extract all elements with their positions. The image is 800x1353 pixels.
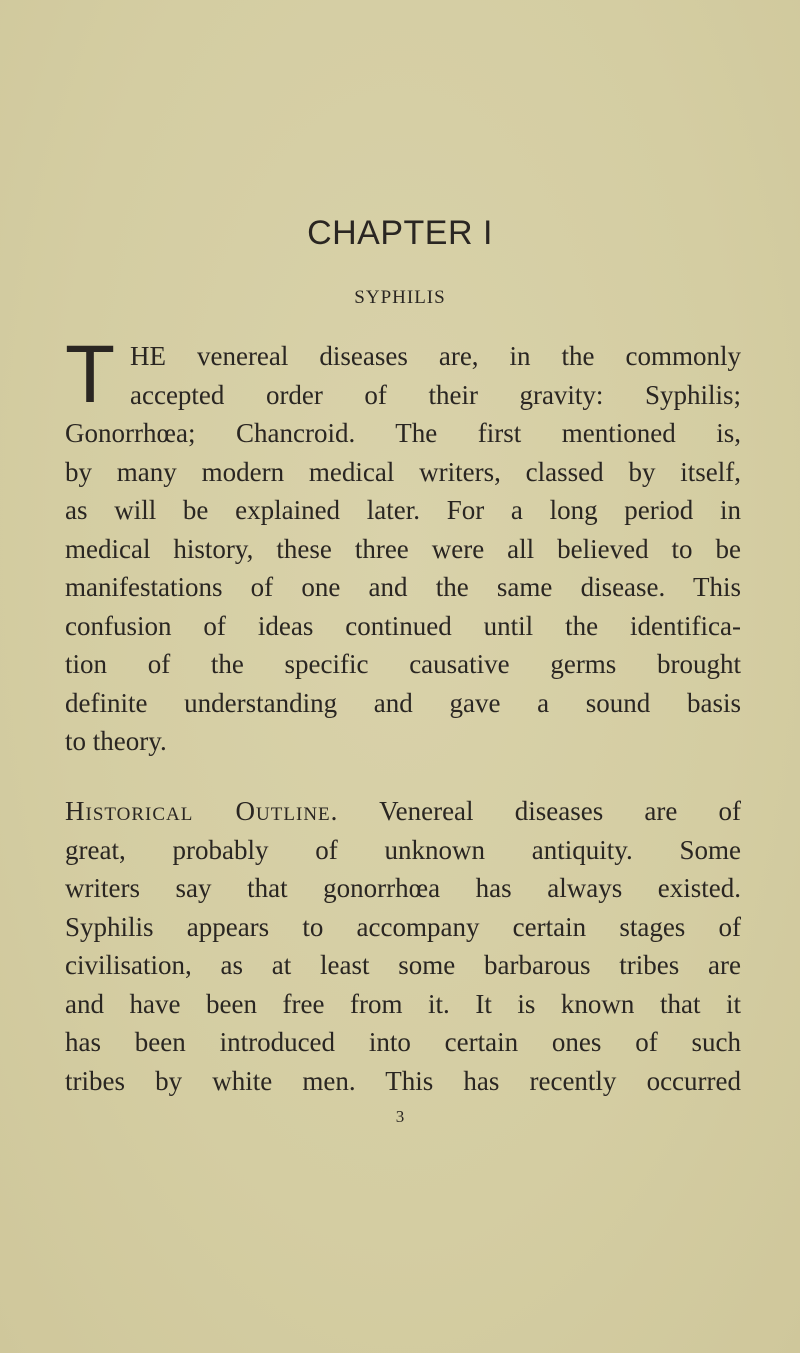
text-line: civilisation, as at least some barbarous tribes are — [65, 950, 741, 980]
text-line: tion of the specific causative germs brought — [65, 649, 741, 679]
text-line: accepted order of their gravity: Syphilis; — [130, 379, 741, 410]
text-line — [65, 792, 741, 831]
chapter-heading: CHAPTER I — [307, 214, 493, 252]
text-line: Gonorrhœa; Chancroid. The first mentioned is, — [65, 418, 741, 448]
drop-cap: T — [65, 329, 116, 420]
text-line: and have been free from it. It is known that it — [65, 988, 741, 1019]
page-number: 3 — [395, 1107, 405, 1126]
text-line: Syphilis appears to accompany certain stages of — [65, 911, 741, 942]
text-line: confusion of ideas continued until the identifica- — [65, 610, 741, 641]
text-line: medical history, these three were all believed to be — [65, 533, 741, 564]
section-heading: Historical Outline. — [65, 796, 339, 826]
text-line: tribes by white men. This has recently occurred — [65, 1065, 741, 1096]
text-line: as will be explained later. For a long period in — [65, 495, 741, 525]
paragraph-1-body — [65, 414, 741, 761]
text-line: great, probably of unknown antiquity. Some — [65, 834, 741, 865]
text-line: to theory. — [65, 726, 167, 756]
text-line: by many modern medical writers, classed by itself, — [65, 456, 741, 487]
text-line: manifestations of one and the same disease. This — [65, 572, 741, 602]
text-line: writers say that gonorrhœa has always existed. — [65, 873, 741, 903]
text-line: HE venereal diseases are, in the commonly — [130, 341, 741, 371]
paragraph-2 — [65, 792, 741, 1100]
paragraph-1-opening — [130, 337, 741, 414]
chapter-subtitle: SYPHILIS — [354, 287, 446, 308]
text-line: has been introduced into certain ones of such — [65, 1027, 741, 1057]
text-line: definite understanding and gave a sound basis — [65, 687, 741, 718]
text-fragment: Venereal diseases are of — [379, 796, 742, 826]
